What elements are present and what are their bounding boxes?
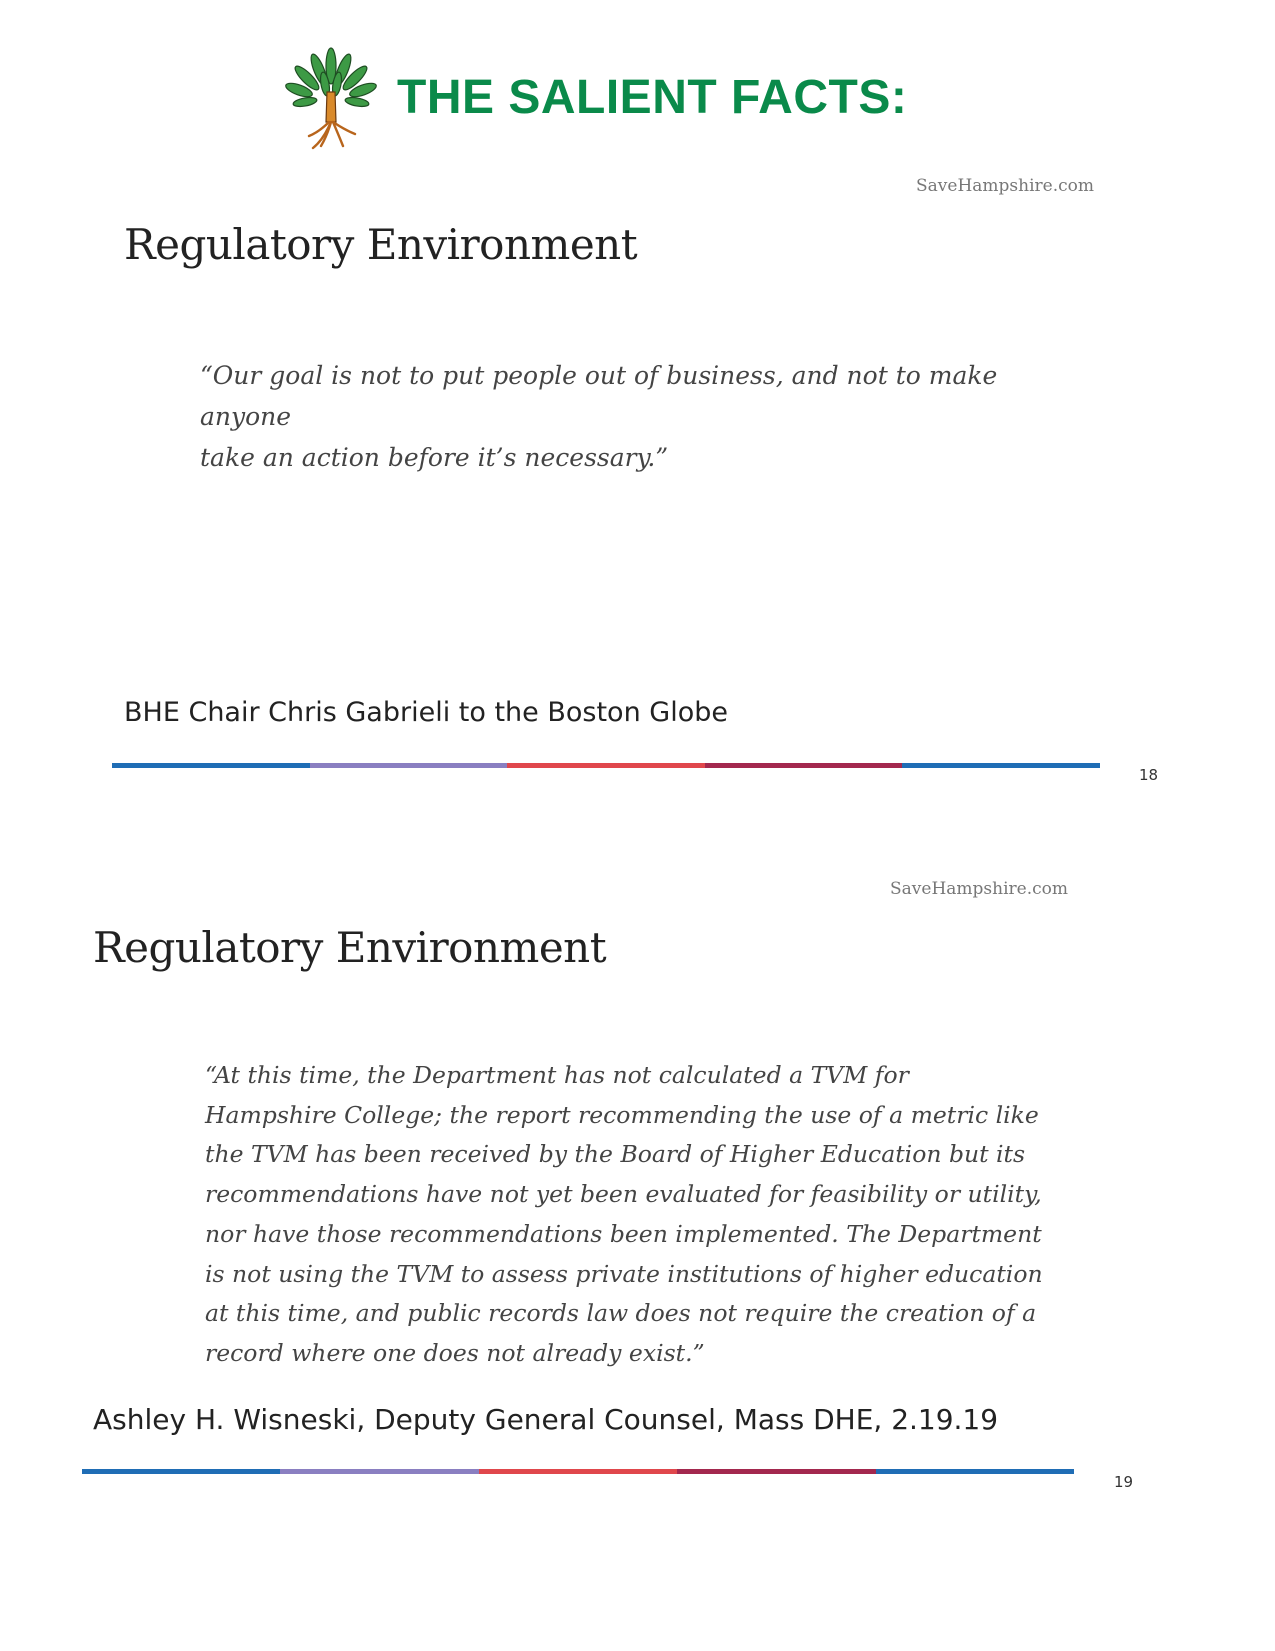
- slide-quote: [205, 1056, 1105, 1374]
- slide-heading: Regulatory Environment: [93, 923, 607, 972]
- bar-segment: [479, 1469, 677, 1474]
- color-divider-bar: [82, 1469, 1074, 1474]
- page-header: [283, 44, 907, 152]
- page-number: 19: [1114, 1473, 1134, 1491]
- slide-attribution: Ashley H. Wisneski, Deputy General Counsel, Mass DHE, 2.19.19: [93, 1403, 999, 1436]
- bar-segment: [705, 763, 903, 768]
- quote-line: “At this time, the Department has not calculated a TVM for: [205, 1061, 909, 1089]
- bar-segment: [902, 763, 1100, 768]
- bar-segment: [280, 1469, 478, 1474]
- bar-segment: [507, 763, 705, 768]
- site-url: SaveHampshire.com: [890, 879, 1068, 899]
- quote-line: the TVM has been received by the Board of Higher Education but its: [205, 1140, 1026, 1169]
- bar-segment: [677, 1469, 875, 1474]
- quote-line: at this time, and public records law does not require the creation of a: [205, 1299, 1037, 1328]
- quote-line: is not using the TVM to assess private institutions of higher education: [205, 1259, 1043, 1288]
- slide-quote: [200, 355, 1080, 478]
- quote-line: “Our goal is not to put people out of business, and not to make anyone: [200, 361, 998, 431]
- bar-segment: [876, 1469, 1074, 1474]
- quote-line: take an action before it’s necessary.”: [200, 443, 669, 472]
- color-divider-bar: [112, 763, 1100, 768]
- page-number: 18: [1139, 766, 1159, 784]
- quote-line: record where one does not already exist.”: [205, 1338, 705, 1367]
- bar-segment: [82, 1469, 280, 1474]
- site-url: SaveHampshire.com: [916, 176, 1094, 196]
- quote-line: recommendations have not yet been evaluated for feasibility or utility,: [205, 1180, 1042, 1209]
- page-title: THE SALIENT FACTS:: [397, 71, 908, 124]
- slide-attribution: BHE Chair Chris Gabrieli to the Boston Globe: [124, 697, 728, 728]
- slide-heading: Regulatory Environment: [124, 220, 638, 269]
- quote-line: nor have those recommendations been implemented. The Department: [205, 1219, 1042, 1248]
- bar-segment: [310, 763, 508, 768]
- quote-line: Hampshire College; the report recommending the use of a metric like: [205, 1100, 1039, 1129]
- tree-logo-icon: [283, 44, 379, 152]
- bar-segment: [112, 763, 310, 768]
